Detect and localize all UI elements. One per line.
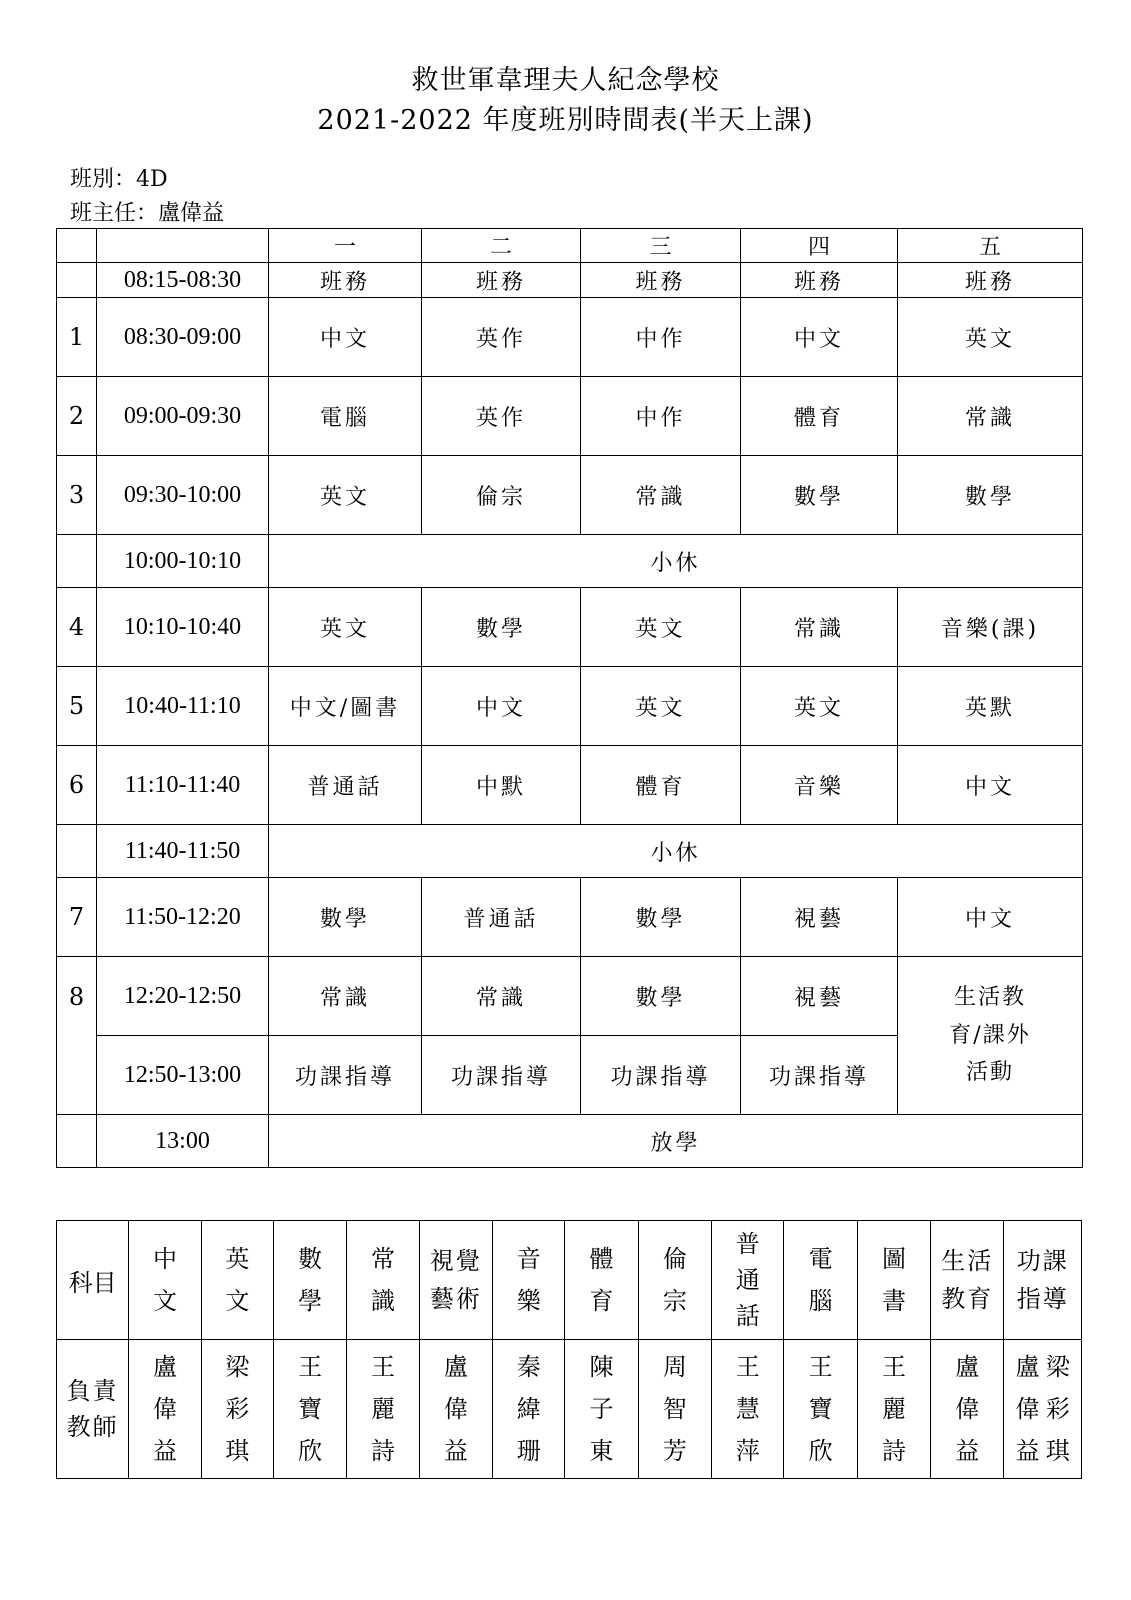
lesson-cell: 英文 xyxy=(269,456,422,535)
teacher-cell: 王麗詩 xyxy=(347,1340,419,1479)
subject-cell: 生活教育 xyxy=(931,1221,1004,1340)
lesson-cell: 班務 xyxy=(581,263,741,298)
time-header-cell xyxy=(97,229,269,263)
subject-cell: 倫宗 xyxy=(638,1221,711,1340)
period-number: 1 xyxy=(57,298,97,377)
lesson-cell: 英作 xyxy=(422,377,581,456)
lesson-cell: 班務 xyxy=(741,263,898,298)
day-header: 五 xyxy=(898,229,1083,263)
lesson-cell xyxy=(898,957,1083,1115)
lesson-cell: 數學 xyxy=(741,456,898,535)
time-slot: 12:20-12:50 xyxy=(97,957,269,1036)
subject-cell: 英文 xyxy=(201,1221,273,1340)
time-slot: 09:00-09:30 xyxy=(97,377,269,456)
teacher-cell: 盧偉益 xyxy=(931,1340,1004,1479)
lesson-cell: 中文 xyxy=(898,878,1083,957)
corner-cell xyxy=(57,229,97,263)
period-row xyxy=(57,746,1083,825)
time-slot: 08:15-08:30 xyxy=(97,263,269,298)
period-number: 4 xyxy=(57,588,97,667)
period-row xyxy=(57,957,1083,1036)
class-label: 班別：4D xyxy=(70,167,168,192)
subject-cell: 圖書 xyxy=(857,1221,930,1340)
teacher-cell: 王麗詩 xyxy=(857,1340,930,1479)
lesson-cell: 英作 xyxy=(422,298,581,377)
period-row xyxy=(57,878,1083,957)
day-header: 三 xyxy=(581,229,741,263)
break-label: 小休 xyxy=(269,825,1083,878)
lesson-cell: 英文 xyxy=(581,588,741,667)
lesson-cell: 常識 xyxy=(581,456,741,535)
class-teacher-label: 班主任：盧偉益 xyxy=(70,201,225,226)
period-row xyxy=(57,667,1083,746)
lesson-cell: 英默 xyxy=(898,667,1083,746)
subject-cell: 體育 xyxy=(565,1221,638,1340)
teacher-cell: 秦緯珊 xyxy=(493,1340,565,1479)
subject-cell: 中文 xyxy=(129,1221,201,1340)
lesson-cell: 數學 xyxy=(581,957,741,1036)
lesson-cell: 普通話 xyxy=(269,746,422,825)
teacher-name: 梁彩琪 xyxy=(1045,1353,1070,1465)
teacher-cell: 陳子東 xyxy=(565,1340,638,1479)
period-number: 8 xyxy=(57,957,97,1115)
lesson-cell: 普通話 xyxy=(422,878,581,957)
period-number: 2 xyxy=(57,377,97,456)
lesson-cell: 倫宗 xyxy=(422,456,581,535)
lesson-cell: 中作 xyxy=(581,298,741,377)
subject-cell: 常識 xyxy=(347,1221,419,1340)
teacher-cell: 盧偉益 xyxy=(419,1340,492,1479)
lesson-cell: 英文 xyxy=(581,667,741,746)
subject-cell: 功課指導 xyxy=(1004,1221,1082,1340)
lesson-cell: 音樂 xyxy=(741,746,898,825)
dismissal-label: 放學 xyxy=(269,1115,1083,1168)
period-number: 7 xyxy=(57,878,97,957)
lesson-cell: 班務 xyxy=(269,263,422,298)
lesson-cell: 中文 xyxy=(269,298,422,377)
period-row xyxy=(57,456,1083,535)
teacher-cell: 王寶欣 xyxy=(273,1340,346,1479)
timetable-title: 2021-2022 年度班別時間表(半天上課) xyxy=(317,105,814,136)
day-header: 一 xyxy=(269,229,422,263)
teacher-cell: 王慧萍 xyxy=(712,1340,784,1479)
lesson-cell: 功課指導 xyxy=(269,1036,422,1115)
lesson-cell: 體育 xyxy=(581,746,741,825)
period-number: 5 xyxy=(57,667,97,746)
time-slot: 13:00 xyxy=(97,1115,269,1168)
dismissal-row xyxy=(57,1115,1083,1168)
lesson-cell: 音樂(課) xyxy=(898,588,1083,667)
subject-cell: 數學 xyxy=(273,1221,346,1340)
subject-header: 科目 xyxy=(57,1221,129,1340)
lesson-cell: 中默 xyxy=(422,746,581,825)
teacher-cell: 梁彩琪 xyxy=(201,1340,273,1479)
lesson-cell: 常識 xyxy=(269,957,422,1036)
lesson-cell: 視藝 xyxy=(741,957,898,1036)
time-slot: 08:30-09:00 xyxy=(97,298,269,377)
lesson-cell: 常識 xyxy=(422,957,581,1036)
lesson-cell: 數學 xyxy=(581,878,741,957)
break-row xyxy=(57,825,1083,878)
homework-teachers xyxy=(1004,1346,1081,1472)
period-row xyxy=(57,588,1083,667)
teacher-name: 盧偉益 xyxy=(1015,1353,1040,1465)
lesson-cell: 常識 xyxy=(741,588,898,667)
subject-teacher-table xyxy=(56,1220,1082,1479)
lesson-cell: 功課指導 xyxy=(581,1036,741,1115)
lesson-cell: 數學 xyxy=(269,878,422,957)
time-slot: 10:00-10:10 xyxy=(97,535,269,588)
time-slot: 12:50-13:00 xyxy=(97,1036,269,1115)
subject-cell: 電腦 xyxy=(784,1221,857,1340)
lesson-cell: 班務 xyxy=(422,263,581,298)
day-header-row xyxy=(57,229,1083,263)
time-slot: 11:50-12:20 xyxy=(97,878,269,957)
lesson-cell: 電腦 xyxy=(269,377,422,456)
subject-cell: 視覺藝術 xyxy=(419,1221,492,1340)
lesson-cell: 中作 xyxy=(581,377,741,456)
teacher-cell: 王寶欣 xyxy=(784,1340,857,1479)
lesson-cell: 視藝 xyxy=(741,878,898,957)
break-label: 小休 xyxy=(269,535,1083,588)
period-row xyxy=(57,377,1083,456)
day-header: 四 xyxy=(741,229,898,263)
lesson-cell: 中文/圖書 xyxy=(269,667,422,746)
teacher-cell: 盧偉益 xyxy=(129,1340,201,1479)
admin-row xyxy=(57,263,1083,298)
day-header: 二 xyxy=(422,229,581,263)
teacher-header: 負責教師 xyxy=(57,1340,129,1479)
lesson-cell: 英文 xyxy=(741,667,898,746)
lesson-cell: 功課指導 xyxy=(741,1036,898,1115)
teacher-cell: 周智芳 xyxy=(638,1340,711,1479)
lesson-cell: 體育 xyxy=(741,377,898,456)
period-number: 3 xyxy=(57,456,97,535)
lesson-cell: 英文 xyxy=(269,588,422,667)
period-row xyxy=(57,298,1083,377)
lesson-cell: 數學 xyxy=(422,588,581,667)
lesson-cell: 英文 xyxy=(898,298,1083,377)
time-slot: 10:10-10:40 xyxy=(97,588,269,667)
class-timetable xyxy=(56,228,1083,1168)
subject-cell: 音樂 xyxy=(493,1221,565,1340)
lesson-cell: 常識 xyxy=(898,377,1083,456)
lesson-cell: 功課指導 xyxy=(422,1036,581,1115)
subject-cell: 普通話 xyxy=(712,1221,784,1340)
school-name: 救世軍韋理夫人紀念學校 xyxy=(411,65,720,96)
lesson-cell: 中文 xyxy=(898,746,1083,825)
time-slot: 10:40-11:10 xyxy=(97,667,269,746)
friday-activity: 生活教育/課外活動 xyxy=(949,985,1031,1086)
lesson-cell: 數學 xyxy=(898,456,1083,535)
period-number: 6 xyxy=(57,746,97,825)
time-slot: 11:10-11:40 xyxy=(97,746,269,825)
teacher-row xyxy=(57,1340,1082,1479)
lesson-cell: 班務 xyxy=(898,263,1083,298)
teacher-cell xyxy=(1004,1340,1082,1479)
break-row xyxy=(57,535,1083,588)
subject-row xyxy=(57,1221,1082,1340)
time-slot: 09:30-10:00 xyxy=(97,456,269,535)
time-slot: 11:40-11:50 xyxy=(97,825,269,878)
lesson-cell: 中文 xyxy=(741,298,898,377)
lesson-cell: 中文 xyxy=(422,667,581,746)
